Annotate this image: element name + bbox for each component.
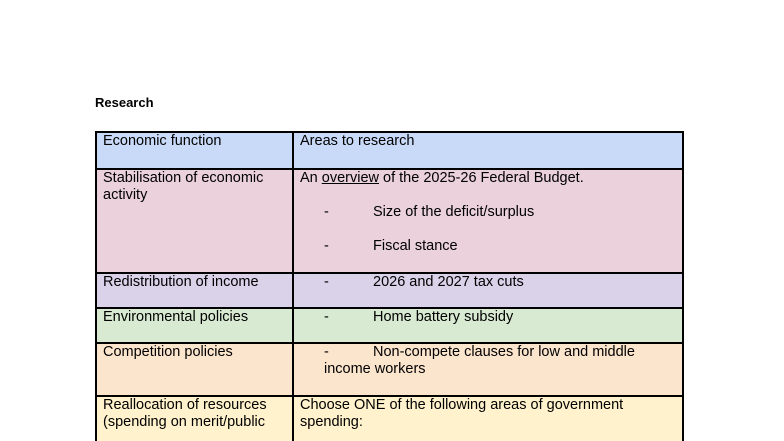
header-cell-economic-function: Economic function [96, 132, 293, 169]
section-heading: Research [95, 95, 154, 110]
bullet-dash: - [324, 204, 329, 220]
list-item [300, 344, 676, 378]
cell-function-competition: Competition policies [96, 343, 293, 396]
cell-areas-competition [293, 343, 683, 396]
cell-function-reallocation: Reallocation of resources (spending on merit/public [96, 396, 293, 441]
list-item-text: Non-compete clauses for low and middle income workers [324, 344, 635, 377]
bullet-dash: - [324, 274, 329, 290]
list-item [300, 238, 676, 255]
list-item-text: Size of the deficit/surplus [373, 204, 535, 220]
header-cell-areas-to-research: Areas to research [293, 132, 683, 169]
table-row [96, 169, 683, 273]
list-item [300, 274, 676, 291]
bullet-dash: - [324, 344, 329, 360]
cell-areas-environmental [293, 308, 683, 343]
cell-areas-redistribution [293, 273, 683, 308]
cell-function-redistribution: Redistribution of income [96, 273, 293, 308]
bullet-dash: - [324, 309, 329, 325]
intro-text: of the 2025-26 Federal Budget. [378, 170, 584, 186]
table-row [96, 308, 683, 343]
overview-link[interactable]: overview [321, 170, 379, 186]
cell-areas-stabilisation [293, 169, 683, 273]
cell-areas-reallocation: Choose ONE of the following areas of government spending: [293, 396, 683, 441]
list-item-text: Fiscal stance [373, 238, 458, 254]
table-header-row [96, 132, 683, 169]
table-row [96, 273, 683, 308]
cell-function-stabilisation: Stabilisation of economic activity [96, 169, 293, 273]
list-item [300, 309, 676, 326]
table-row [96, 343, 683, 396]
list-item-text: Home battery subsidy [373, 309, 514, 325]
research-table [95, 131, 684, 441]
table-row [96, 396, 683, 441]
stabilisation-intro [300, 170, 676, 187]
bullet-dash: - [324, 238, 329, 254]
list-item-text: 2026 and 2027 tax cuts [373, 274, 524, 290]
intro-text: An [300, 170, 322, 186]
cell-function-environmental: Environmental policies [96, 308, 293, 343]
list-item [300, 204, 676, 221]
